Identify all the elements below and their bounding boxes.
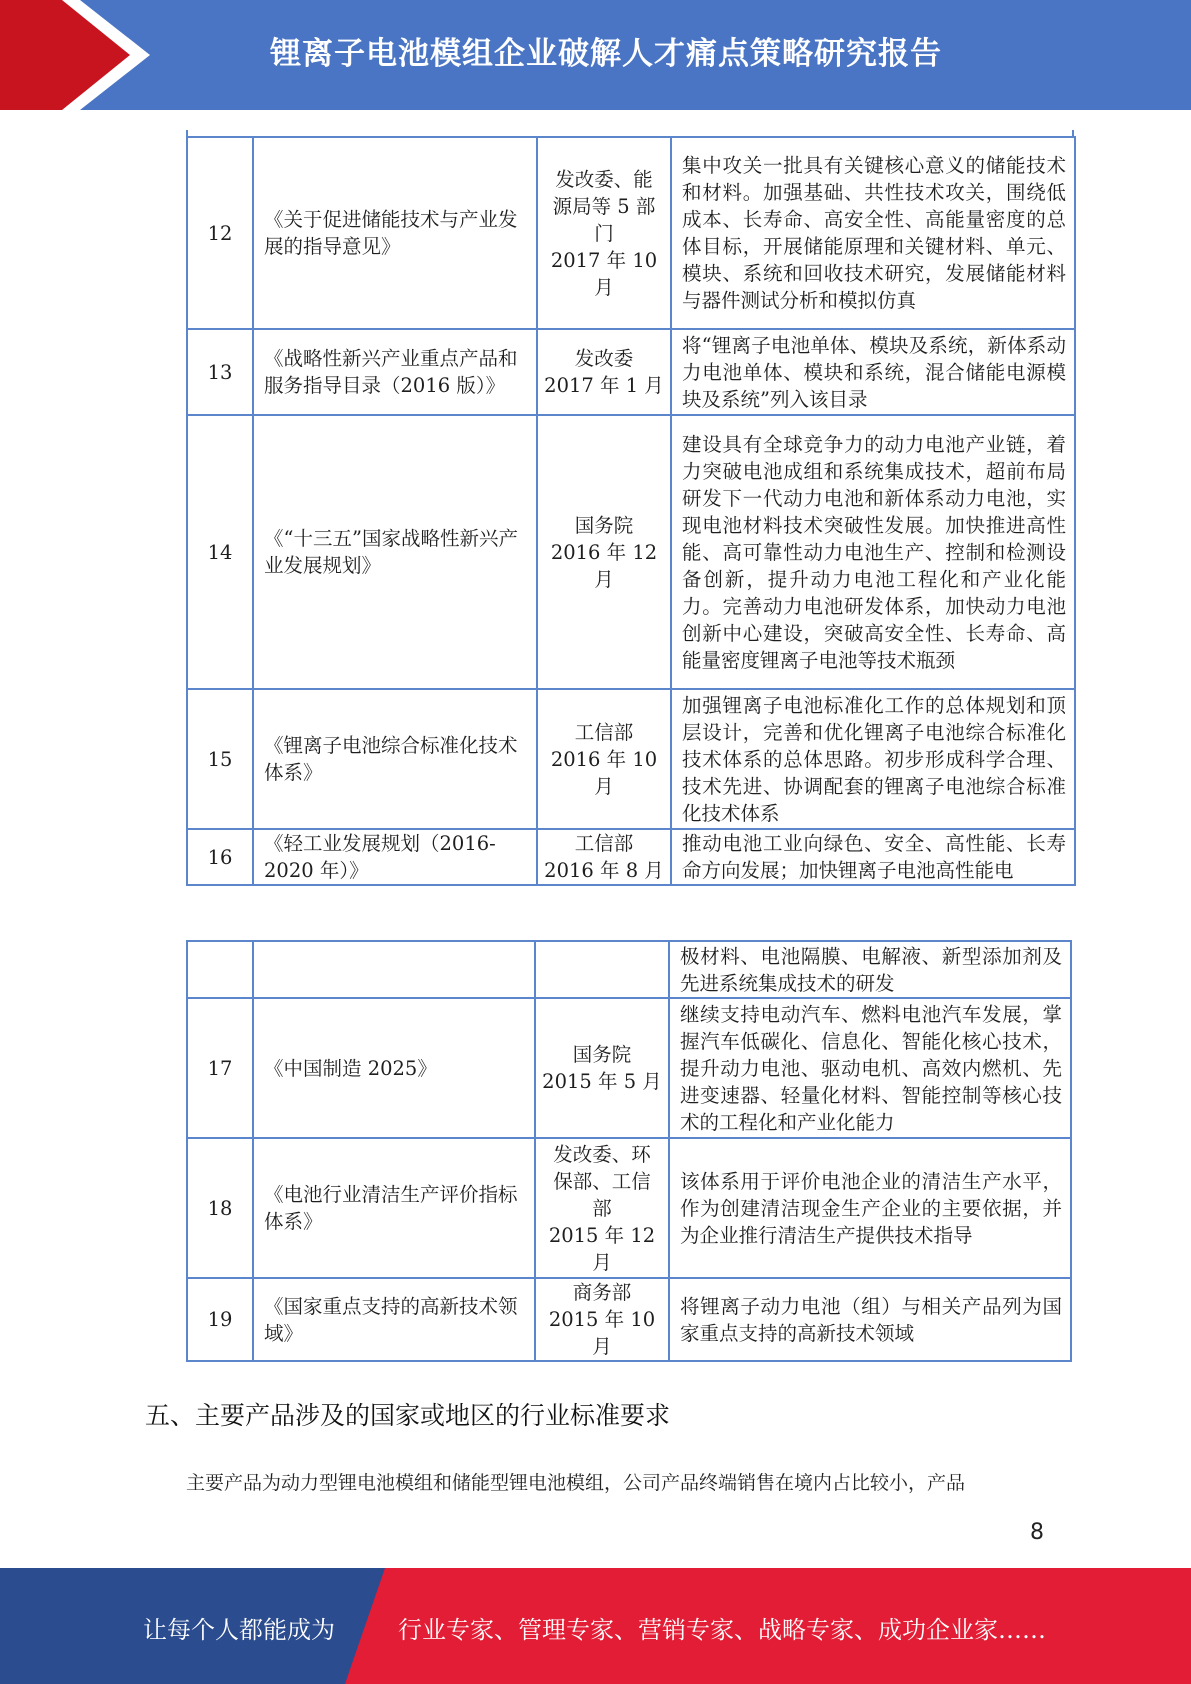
page-number: 8: [1030, 1520, 1044, 1545]
issuer-line: 2017 年 1 月: [544, 374, 664, 397]
row-number: 12: [187, 137, 253, 329]
section-heading: 五、主要产品涉及的国家或地区的行业标准要求: [145, 1401, 671, 1430]
row-number: 13: [187, 329, 253, 415]
issuer-and-date: [537, 829, 671, 885]
red-chevron-decoration: [0, 0, 150, 110]
table-row: [187, 1138, 1071, 1278]
issuer-and-date: [535, 1138, 669, 1278]
policy-description: 加强锂离子电池标准化工作的总体规划和顶层设计，完善和优化锂离子电池综合标准化技术体系的总体思路。初步形成科学合理、技术先进、协调配套的锂离子电池综合标准化技术体系: [671, 689, 1075, 829]
issuer-line: 门: [594, 221, 614, 245]
policy-name: 《锂离子电池综合标准化技术体系》: [253, 689, 537, 829]
issuer-line: 发改委、环: [553, 1142, 651, 1166]
table-row: [187, 998, 1071, 1138]
policy-description: 集中攻关一批具有关键核心意义的储能技术和材料。加强基础、共性技术攻关，围绕低成本、长寿命、高安全性、高能量密度的总体目标，开展储能原理和关键材料、单元、模块、系统和回收技术研究，发展储能材料与器件测试分析和模拟仿真: [671, 137, 1075, 329]
issuer-line: 保部、工信: [553, 1169, 651, 1193]
issuer-and-date: [535, 941, 669, 998]
row-number: 14: [187, 415, 253, 689]
policy-description: 建设具有全球竞争力的动力电池产业链，着力突破电池成组和系统集成技术，超前布局研发下一代动力电池和新体系动力电池，实现电池材料技术突破性发展。加快推进高性能、高可靠性动力电池生产、控制和检测设备创新，提升动力电池工程化和产业化能力。完善动力电池研发体系，加快动力电池创新中心建设，突破高安全性、长寿命、高能量密度锂离子电池等技术瓶颈: [671, 415, 1075, 689]
issuer-and-date: [535, 1278, 669, 1361]
policy-description: 将“锂离子电池单体、模块及系统，新体系动力电池单体、模块和系统，混合储能电源模块及系统”列入该目录: [671, 329, 1075, 415]
body-paragraph: 主要产品为动力型锂电池模组和储能型锂电池模组，公司产品终端销售在境内占比较小，产品: [186, 1472, 966, 1494]
issuer-line: 国务院: [572, 1043, 632, 1066]
issuer-and-date: [537, 329, 671, 415]
issuer-line: 2015 年 10: [548, 1308, 656, 1331]
footer-band: [0, 1568, 1191, 1684]
row-number: 18: [187, 1138, 253, 1278]
policy-description: 极材料、电池隔膜、电解液、新型添加剂及先进系统集成技术的研发: [669, 941, 1071, 998]
issuer-line: 发改委: [574, 347, 634, 370]
table-row: [187, 689, 1075, 829]
table-cut-top: [186, 130, 1074, 136]
table-row: [187, 829, 1075, 885]
issuer-line: 2015 年 5 月: [542, 1070, 662, 1093]
issuer-line: 月: [592, 1250, 612, 1274]
issuer-line: 工信部: [574, 720, 634, 744]
report-title: 锂离子电池模组企业破解人才痛点策略研究报告: [270, 36, 942, 72]
policy-name: 《电池行业清洁生产评价指标体系》: [253, 1138, 535, 1278]
slogan-left: 让每个人都能成为: [143, 1616, 335, 1644]
slogan-right: 行业专家、管理专家、营销专家、战略专家、成功企业家……: [398, 1616, 1046, 1644]
row-number: 17: [187, 998, 253, 1138]
issuer-and-date: [535, 998, 669, 1138]
issuer-line: 月: [592, 1335, 612, 1358]
policy-name: [253, 941, 535, 998]
policy-description: 推动电池工业向绿色、安全、高性能、长寿命方向发展；加快锂离子电池高性能电: [671, 829, 1075, 885]
issuer-and-date: [537, 415, 671, 689]
issuer-and-date: [537, 689, 671, 829]
issuer-and-date: [537, 137, 671, 329]
issuer-line: 商务部: [572, 1281, 632, 1304]
table-row: [187, 1278, 1071, 1361]
policy-table-part-1: [186, 136, 1076, 886]
policy-description: 该体系用于评价电池企业的清洁生产水平，作为创建清洁现金生产企业的主要依据，并为企业推行清洁生产提供技术指导: [669, 1138, 1071, 1278]
issuer-line: 月: [594, 275, 614, 299]
header-band: [0, 0, 1191, 110]
issuer-line: 月: [594, 774, 614, 798]
issuer-line: 2015 年 12: [548, 1223, 656, 1247]
policy-name: 《关于促进储能技术与产业发展的指导意见》: [253, 137, 537, 329]
issuer-line: 工信部: [574, 832, 634, 855]
issuer-line: 源局等 5 部: [552, 194, 656, 218]
issuer-line: 2016 年 10: [550, 747, 658, 771]
policy-description: 继续支持电动汽车、燃料电池汽车发展，掌握汽车低碳化、信息化、智能化核心技术，提升动力电池、驱动电机、高效内燃机、先进变速器、轻量化材料、智能控制等核心技术的工程化和产业化能力: [669, 998, 1071, 1138]
policy-description: 将锂离子动力电池（组）与相关产品列为国家重点支持的高新技术领域: [669, 1278, 1071, 1361]
row-number: 16: [187, 829, 253, 885]
issuer-line: 部: [592, 1196, 612, 1220]
policy-name: 《“十三五”国家战略性新兴产业发展规划》: [253, 415, 537, 689]
row-number: 19: [187, 1278, 253, 1361]
table-row: [187, 415, 1075, 689]
table-row: [187, 137, 1075, 329]
issuer-line: 月: [594, 567, 614, 591]
issuer-line: 2016 年 8 月: [544, 859, 664, 882]
row-number: [187, 941, 253, 998]
table-row: [187, 941, 1071, 998]
issuer-line: 国务院: [574, 513, 634, 537]
policy-name: 《中国制造 2025》: [253, 998, 535, 1138]
policy-name: 《轻工业发展规划（2016-2020 年）》: [253, 829, 537, 885]
issuer-line: 2017 年 10: [550, 248, 658, 272]
policy-name: 《国家重点支持的高新技术领域》: [253, 1278, 535, 1361]
policy-name: 《战略性新兴产业重点产品和服务指导目录（2016 版）》: [253, 329, 537, 415]
row-number: 15: [187, 689, 253, 829]
issuer-line: 2016 年 12: [550, 540, 658, 564]
issuer-line: 发改委、能: [555, 167, 653, 191]
table-row: [187, 329, 1075, 415]
policy-table-part-2: [186, 940, 1072, 1362]
